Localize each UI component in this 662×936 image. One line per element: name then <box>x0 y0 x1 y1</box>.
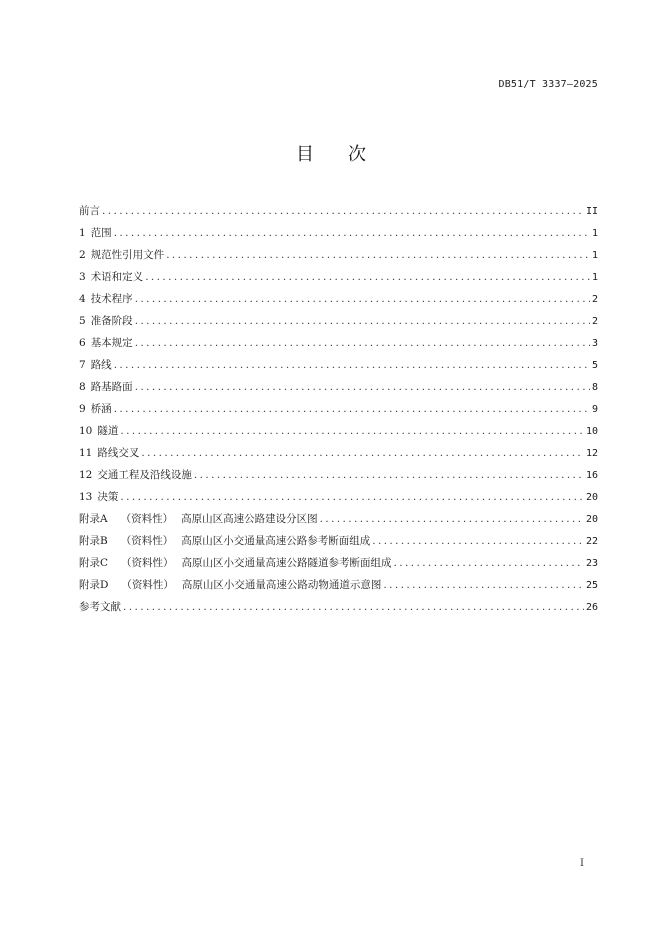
toc-entry[interactable] <box>79 486 598 508</box>
toc-entry-number: 附录A <box>79 513 108 525</box>
toc-entry[interactable] <box>79 266 598 288</box>
toc-entry-label <box>79 376 133 398</box>
toc-entry-page: 3 <box>591 338 598 349</box>
toc-entry-number: 附录B <box>79 535 108 547</box>
toc-entry-title: 路线交叉 <box>97 447 140 459</box>
toc-entry-page: 10 <box>585 426 598 437</box>
toc-entry-page: 2 <box>591 316 598 327</box>
toc-leader-dots <box>320 508 584 530</box>
toc-entry[interactable] <box>79 530 598 552</box>
toc-entry-label <box>79 530 370 552</box>
toc-entry[interactable] <box>79 222 598 244</box>
toc-entry-number: 8 <box>79 381 86 393</box>
toc-entry-title: 技术程序 <box>90 293 133 305</box>
toc-entry[interactable] <box>79 310 598 332</box>
toc-entry-title: 交通工程及沿线设施 <box>97 469 192 481</box>
toc-entry-title: 路基路面 <box>90 381 133 393</box>
toc-title: 目次 <box>296 144 400 165</box>
toc-entry[interactable] <box>79 442 598 464</box>
toc-entry-page: 23 <box>585 558 598 569</box>
toc-entry-title: 高原山区小交通量高速公路隧道参考断面组成 <box>181 557 392 569</box>
toc-leader-dots <box>394 552 584 574</box>
toc-entry-label <box>79 288 133 310</box>
toc-entry[interactable] <box>79 376 598 398</box>
toc-leader-dots <box>135 332 590 354</box>
toc-entry[interactable] <box>79 244 598 266</box>
toc-entry-number: 3 <box>79 271 86 283</box>
toc-entry-page: 26 <box>585 602 598 613</box>
toc-entry[interactable] <box>79 354 598 376</box>
toc-entry-label <box>79 420 118 442</box>
toc-leader-dots <box>120 420 584 442</box>
toc-entry-title: 基本规定 <box>90 337 133 349</box>
toc-entry-title: 桥涵 <box>90 403 112 415</box>
toc-entry-number: 1 <box>79 227 86 239</box>
toc-leader-dots <box>135 376 590 398</box>
toc-entry-label <box>79 486 118 508</box>
toc-entry-number: 附录D <box>79 579 109 591</box>
toc-entry[interactable] <box>79 420 598 442</box>
document-code: DB51/T 3337—2025 <box>498 79 598 90</box>
toc-entry-number: 附录C <box>79 557 109 569</box>
toc-entry-page: 16 <box>585 470 598 481</box>
toc-list <box>79 200 598 618</box>
toc-entry-number: 5 <box>79 315 86 327</box>
toc-entry-title: 决策 <box>97 491 119 503</box>
toc-entry-label <box>79 244 164 266</box>
toc-entry-number: 10 <box>79 425 93 437</box>
toc-entry-tag: （资料性） <box>121 579 174 591</box>
toc-entry[interactable] <box>79 464 598 486</box>
toc-entry-label <box>79 398 112 420</box>
toc-leader-dots <box>102 200 584 222</box>
toc-leader-dots <box>145 266 590 288</box>
toc-entry-number: 12 <box>79 469 93 481</box>
toc-leader-dots <box>123 596 584 618</box>
toc-entry-page: II <box>585 206 598 217</box>
toc-entry-label <box>79 464 192 486</box>
toc-entry-number: 2 <box>79 249 86 261</box>
toc-entry[interactable] <box>79 596 598 618</box>
toc-leader-dots <box>194 464 584 486</box>
toc-entry-label <box>79 508 318 530</box>
toc-entry[interactable] <box>79 288 598 310</box>
toc-leader-dots <box>372 530 584 552</box>
toc-entry-tag: （资料性） <box>120 513 174 525</box>
toc-entry-number: 4 <box>79 293 86 305</box>
toc-entry[interactable] <box>79 398 598 420</box>
toc-entry-label <box>79 266 143 288</box>
toc-entry-number: 11 <box>79 447 93 459</box>
page-number: I <box>580 858 584 869</box>
toc-leader-dots <box>141 442 584 464</box>
toc-entry-page: 5 <box>591 360 598 371</box>
toc-entry-title: 范围 <box>90 227 112 239</box>
toc-entry-label <box>79 574 381 596</box>
toc-entry-label <box>79 596 121 618</box>
toc-entry-page: 1 <box>591 228 598 239</box>
toc-entry-label <box>79 222 112 244</box>
toc-entry-number: 7 <box>79 359 86 371</box>
toc-entry-label <box>79 332 133 354</box>
toc-entry[interactable] <box>79 552 598 574</box>
toc-entry-page: 1 <box>591 250 598 261</box>
toc-entry-page: 20 <box>585 514 598 525</box>
toc-entry-number: 6 <box>79 337 86 349</box>
toc-entry-page: 20 <box>585 492 598 503</box>
toc-entry-label <box>79 310 133 332</box>
toc-leader-dots <box>166 244 590 266</box>
toc-entry-label <box>79 200 100 222</box>
toc-entry-tag: （资料性） <box>120 535 174 547</box>
toc-entry-page: 22 <box>585 536 598 547</box>
toc-entry-page: 25 <box>585 580 598 591</box>
toc-entry-title: 高原山区小交通量高速公路动物通道示意图 <box>181 579 382 591</box>
toc-entry-title: 前言 <box>79 205 100 217</box>
toc-entry-label <box>79 552 392 574</box>
toc-entry-page: 1 <box>591 272 598 283</box>
toc-entry-title: 隧道 <box>97 425 119 437</box>
toc-entry-label <box>79 442 139 464</box>
toc-entry-title: 高原山区高速公路建设分区图 <box>181 513 318 525</box>
toc-entry-page: 8 <box>591 382 598 393</box>
toc-entry-title: 准备阶段 <box>90 315 133 327</box>
toc-entry-page: 2 <box>591 294 598 305</box>
toc-leader-dots <box>114 354 590 376</box>
toc-entry-label <box>79 354 112 376</box>
toc-entry-title: 高原山区小交通量高速公路参考断面组成 <box>181 535 371 547</box>
toc-entry[interactable] <box>79 332 598 354</box>
toc-leader-dots <box>383 574 584 596</box>
toc-entry[interactable] <box>79 574 598 596</box>
toc-leader-dots <box>120 486 584 508</box>
toc-entry[interactable] <box>79 508 598 530</box>
toc-entry-title: 参考文献 <box>79 601 121 613</box>
toc-entry-number: 9 <box>79 403 86 415</box>
toc-leader-dots <box>114 398 590 420</box>
toc-entry-number: 13 <box>79 491 93 503</box>
toc-entry-page: 12 <box>585 448 598 459</box>
toc-leader-dots <box>135 288 590 310</box>
toc-entry-title: 术语和定义 <box>90 271 144 283</box>
toc-entry-title: 规范性引用文件 <box>90 249 165 261</box>
toc-entry-title: 路线 <box>90 359 112 371</box>
toc-entry-tag: （资料性） <box>121 557 174 569</box>
toc-entry-page: 9 <box>591 404 598 415</box>
toc-leader-dots <box>114 222 590 244</box>
toc-leader-dots <box>135 310 590 332</box>
toc-entry[interactable] <box>79 200 598 222</box>
